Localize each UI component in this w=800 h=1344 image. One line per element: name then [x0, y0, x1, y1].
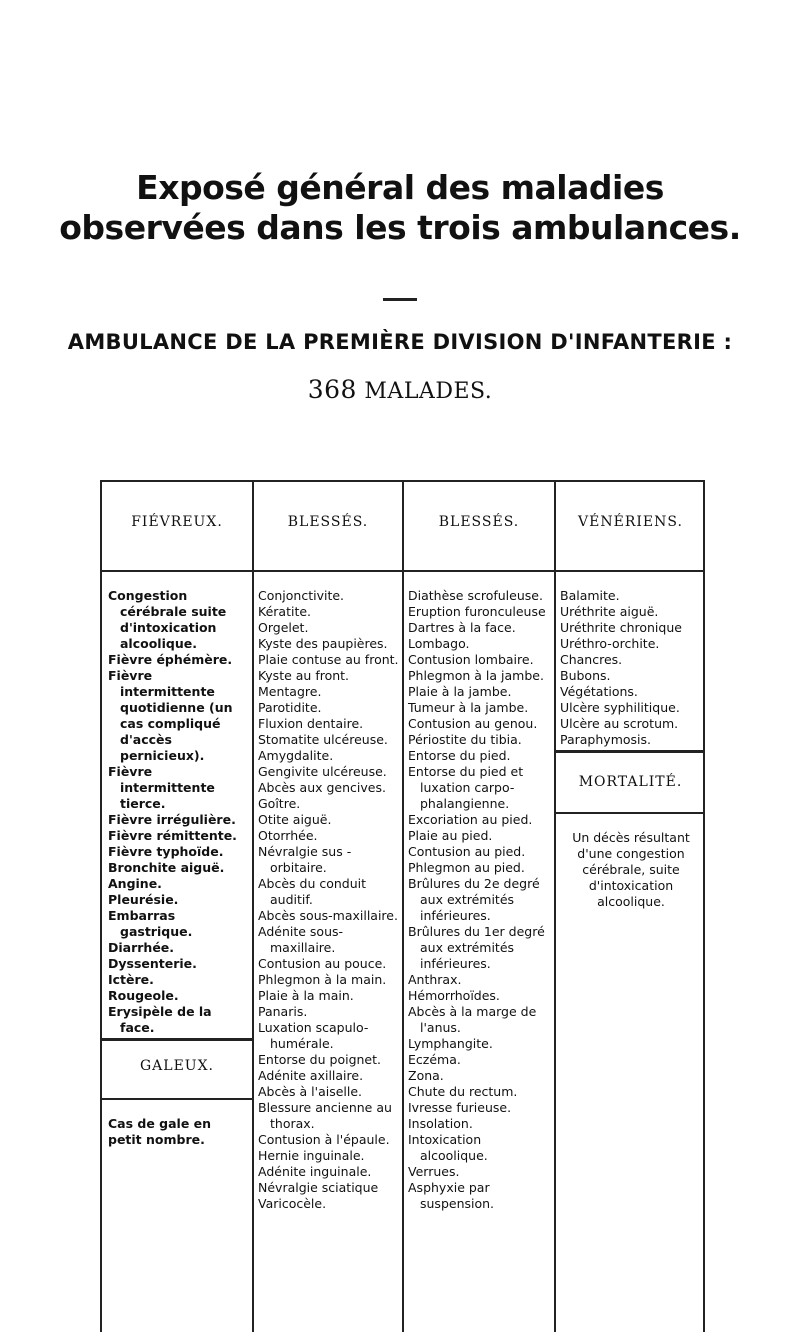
- list-item: Plaie au pied.: [408, 828, 493, 843]
- blesses-list-1: [258, 588, 400, 1212]
- list-item: Uréthrite chronique: [560, 620, 682, 635]
- list-item: Phlegmon au pied.: [408, 860, 525, 875]
- header-blesses-2: BLESSÉS.: [438, 514, 520, 530]
- list-item: Végétations.: [560, 684, 638, 699]
- list-item: Adénite axillaire.: [258, 1068, 364, 1083]
- list-item: Amygdalite.: [258, 748, 334, 763]
- list-item: Contusion au pied.: [408, 844, 526, 859]
- list-item: Fièvre intermittente tierce.: [108, 764, 215, 811]
- list-item: Contusion au pouce.: [258, 956, 387, 971]
- list-item: Fluxion dentaire.: [258, 716, 364, 731]
- list-item: Asphyxie par suspension.: [408, 1180, 495, 1211]
- list-item: Erysipèle de la face.: [108, 1004, 212, 1035]
- list-item: Kyste au front.: [258, 668, 350, 683]
- list-item: Entorse du pied et luxation carpo-phalangienne.: [408, 764, 524, 811]
- list-item: Hémorrhoïdes.: [408, 988, 500, 1003]
- column-divider: [554, 482, 556, 1332]
- header-blesses-1: BLESSÉS.: [287, 514, 369, 530]
- list-item: Goître.: [258, 796, 301, 811]
- list-item: Plaie à la jambe.: [408, 684, 512, 699]
- list-item: Intoxication alcoolique.: [408, 1132, 488, 1163]
- header-galeux: GALEUX.: [139, 1058, 215, 1074]
- galeux-note: Cas de gale en petit nombre.: [108, 1116, 212, 1147]
- list-item: Entorse du poignet.: [258, 1052, 381, 1067]
- patient-count: [60, 375, 740, 404]
- list-item: Ictère.: [108, 972, 154, 987]
- list-item: Lymphangite.: [408, 1036, 493, 1051]
- list-item: Paraphymosis.: [560, 732, 651, 747]
- list-item: Plaie à la main.: [258, 988, 354, 1003]
- list-item: Dartres à la face.: [408, 620, 516, 635]
- list-item: Parotidite.: [258, 700, 322, 715]
- list-item: Adénite inguinale.: [258, 1164, 372, 1179]
- galeux-bottom-rule: [102, 1098, 252, 1100]
- list-item: Gengivite ulcéreuse.: [258, 764, 387, 779]
- list-item: Lombago.: [408, 636, 470, 651]
- list-item: Phlegmon à la jambe.: [408, 668, 544, 683]
- list-item: Diathèse scrofuleuse.: [408, 588, 543, 603]
- list-item: Stomatite ulcéreuse.: [258, 732, 388, 747]
- list-item: Rougeole.: [108, 988, 179, 1003]
- list-item: Bubons.: [560, 668, 611, 683]
- list-item: Conjonctivite.: [258, 588, 345, 603]
- list-item: Dyssenterie.: [108, 956, 197, 971]
- list-item: Varicocèle.: [258, 1196, 327, 1211]
- fievreux-list: [108, 588, 250, 1036]
- list-item: Mentagre.: [258, 684, 322, 699]
- list-item: Fièvre irrégulière.: [108, 812, 236, 827]
- list-item: Plaie contuse au front.: [258, 652, 399, 667]
- list-item: Abcès sous-maxillaire.: [258, 908, 398, 923]
- list-item: Fièvre intermittente quotidienne (un cas compliqué d'accès pernicieux).: [108, 668, 233, 763]
- list-item: Congestion cérébrale suite d'intoxication alcoolique.: [108, 588, 227, 651]
- list-item: Abcès aux gencives.: [258, 780, 386, 795]
- list-item: Luxation scapulo-humérale.: [258, 1020, 369, 1051]
- blesses-list-2: [408, 588, 552, 1212]
- list-item: Névralgie sciatique: [258, 1180, 379, 1195]
- list-item: Anthrax.: [408, 972, 462, 987]
- list-item: Eruption furonculeuse: [408, 604, 546, 619]
- list-item: Angine.: [108, 876, 162, 891]
- list-item: Balamite.: [560, 588, 620, 603]
- header-rule: [102, 570, 705, 572]
- veneriens-list: [560, 588, 704, 748]
- header-fievreux: FIÉVREUX.: [131, 514, 223, 530]
- list-item: Kératite.: [258, 604, 312, 619]
- page-title: Exposé général des maladies observées dans les trois ambulances.: [59, 168, 741, 247]
- list-item: Entorse du pied.: [408, 748, 511, 763]
- list-item: Ulcère au scrotum.: [560, 716, 679, 731]
- list-item: Verrues.: [408, 1164, 460, 1179]
- list-item: Fièvre rémittente.: [108, 828, 237, 843]
- list-item: Ulcère syphilitique.: [560, 700, 680, 715]
- list-item: Pleurésie.: [108, 892, 179, 907]
- list-item: Adénite sous-maxillaire.: [258, 924, 344, 955]
- list-item: Uréthro-orchite.: [560, 636, 660, 651]
- list-item: Panaris.: [258, 1004, 308, 1019]
- list-item: Insolation.: [408, 1116, 473, 1131]
- list-item: Ivresse furieuse.: [408, 1100, 512, 1115]
- patient-count-number: 368: [307, 375, 357, 404]
- list-item: Phlegmon à la main.: [258, 972, 387, 987]
- list-item: Otorrhée.: [258, 828, 318, 843]
- ambulance-heading: AMBULANCE DE LA PREMIÈRE DIVISION D'INFANTERIE :: [67, 330, 733, 354]
- galeux-top-rule: [102, 1038, 252, 1041]
- header-mortalite: MORTALITÉ.: [578, 774, 683, 790]
- list-item: Uréthrite aiguë.: [560, 604, 659, 619]
- list-item: Embarras gastrique.: [108, 908, 193, 939]
- title-divider: [383, 298, 417, 301]
- list-item: Contusion lombaire.: [408, 652, 534, 667]
- list-item: Kyste des paupières.: [258, 636, 388, 651]
- list-item: Diarrhée.: [108, 940, 175, 955]
- list-item: Névralgie sus - orbitaire.: [258, 844, 352, 875]
- mortalite-top-rule: [556, 750, 705, 753]
- list-item: Otite aiguë.: [258, 812, 332, 827]
- list-item: Bronchite aiguë.: [108, 860, 225, 875]
- column-divider: [402, 482, 404, 1332]
- list-item: Contusion au genou.: [408, 716, 538, 731]
- list-item: Tumeur à la jambe.: [408, 700, 529, 715]
- list-item: Abcès du conduit auditif.: [258, 876, 367, 907]
- list-item: Fièvre éphémère.: [108, 652, 233, 667]
- list-item: Brûlures du 1er degré aux extrémités inférieures.: [408, 924, 545, 971]
- list-item: Fièvre typhoïde.: [108, 844, 224, 859]
- disease-table: [100, 480, 705, 1332]
- mortalite-bottom-rule: [556, 812, 705, 814]
- header-veneriens: VÉNÉRIENS.: [578, 514, 683, 530]
- list-item: Abcès à la marge de l'anus.: [408, 1004, 537, 1035]
- list-item: Blessure ancienne au thorax.: [258, 1100, 392, 1131]
- list-item: Orgelet.: [258, 620, 309, 635]
- list-item: Hernie inguinale.: [258, 1148, 365, 1163]
- list-item: Abcès à l'aiselle.: [258, 1084, 363, 1099]
- list-item: Contusion à l'épaule.: [258, 1132, 390, 1147]
- list-item: Chute du rectum.: [408, 1084, 518, 1099]
- list-item: Périostite du tibia.: [408, 732, 522, 747]
- list-item: Brûlures du 2e degré aux extrémités inférieures.: [408, 876, 540, 923]
- patient-count-label: MALADES.: [364, 379, 493, 404]
- list-item: Excoriation au pied.: [408, 812, 533, 827]
- list-item: Zona.: [408, 1068, 444, 1083]
- list-item: Eczéma.: [408, 1052, 461, 1067]
- column-divider: [252, 482, 254, 1332]
- list-item: Chancres.: [560, 652, 623, 667]
- mortalite-note: Un décès résultant d'une congestion cérébrale, suite d'intoxication alcoolique.: [572, 830, 690, 909]
